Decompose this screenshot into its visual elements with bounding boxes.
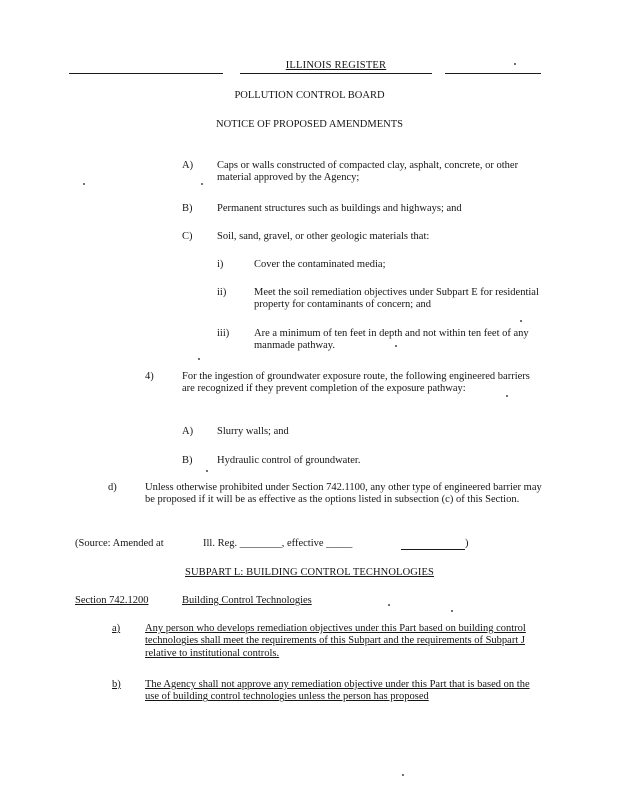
item-marker: A) xyxy=(182,426,194,437)
scan-speck xyxy=(506,395,508,397)
item-text: Are a minimum of ten feet in depth and not within ten feet of any manmade pathway. xyxy=(254,328,529,352)
section-number: Section 742.1200 xyxy=(75,595,149,606)
scan-speck xyxy=(520,320,522,322)
section-text-b: The Agency shall not approve any remediation objective under this Part that is based on the use of building control technologies unless the person has proposed xyxy=(145,679,530,703)
section-marker-b: b) xyxy=(112,679,121,690)
item-text: Hydraulic control of groundwater. xyxy=(217,455,361,466)
section-text-a: Any person who develops remediation objectives under this Part based on building control technologies shall meet the requirements of this Subpart and the requirements of Subpart J relative to institutional controls. xyxy=(145,623,526,659)
scan-speck xyxy=(388,604,390,606)
item-text: Caps or walls constructed of compacted clay, asphalt, concrete, or other material approved by the Agency; xyxy=(217,160,519,184)
scan-speck xyxy=(83,183,85,185)
item-text: Soil, sand, gravel, or other geologic materials that: xyxy=(217,231,430,242)
source-blank-line xyxy=(401,549,465,550)
source-prefix: (Source: Amended at xyxy=(75,538,164,549)
item-marker: iii) xyxy=(217,328,230,339)
scan-speck xyxy=(402,774,404,776)
item-marker: B) xyxy=(182,455,193,466)
item-marker: B) xyxy=(182,203,193,214)
source-register: Ill. Reg. ________, effective _____ xyxy=(203,538,353,549)
item-text: Permanent structures such as buildings and highways; and xyxy=(217,203,462,214)
item-marker: ii) xyxy=(217,287,227,298)
item-text: For the ingestion of groundwater exposure route, the following engineered barriers are recognized if they prevent completion of the exposure pathway: xyxy=(182,371,530,395)
scan-speck xyxy=(201,183,203,185)
item-text: Meet the soil remediation objectives under Subpart E for residential property for contaminants of concern; and xyxy=(254,287,539,311)
section-title: Building Control Technologies xyxy=(182,595,312,606)
item-text: Unless otherwise prohibited under Section 742.1100, any other type of engineered barrier may be proposed if it will be as effective as the options listed in subsection (c) of this Section. xyxy=(145,482,542,506)
item-text: Cover the contaminated media; xyxy=(254,259,386,270)
item-marker: i) xyxy=(217,259,224,270)
item-marker: C) xyxy=(182,231,193,242)
board-title: POLLUTION CONTROL BOARD xyxy=(234,90,385,101)
subpart-heading: SUBPART L: BUILDING CONTROL TECHNOLOGIES xyxy=(185,567,434,578)
header-rule-left xyxy=(69,73,223,74)
scan-speck xyxy=(395,345,397,347)
item-marker: A) xyxy=(182,160,194,171)
item-marker: d) xyxy=(108,482,117,493)
scan-speck xyxy=(451,610,453,612)
source-suffix: ) xyxy=(465,538,469,549)
scan-speck xyxy=(514,63,516,65)
scan-speck xyxy=(206,470,208,472)
header-rule-middle xyxy=(240,73,432,74)
register-title: ILLINOIS REGISTER xyxy=(285,60,387,71)
header-rule-right xyxy=(445,73,541,74)
item-text: Slurry walls; and xyxy=(217,426,289,437)
notice-title: NOTICE OF PROPOSED AMENDMENTS xyxy=(216,119,403,130)
item-marker: 4) xyxy=(145,371,154,382)
scan-speck xyxy=(198,358,200,360)
section-marker-a: a) xyxy=(112,623,121,634)
